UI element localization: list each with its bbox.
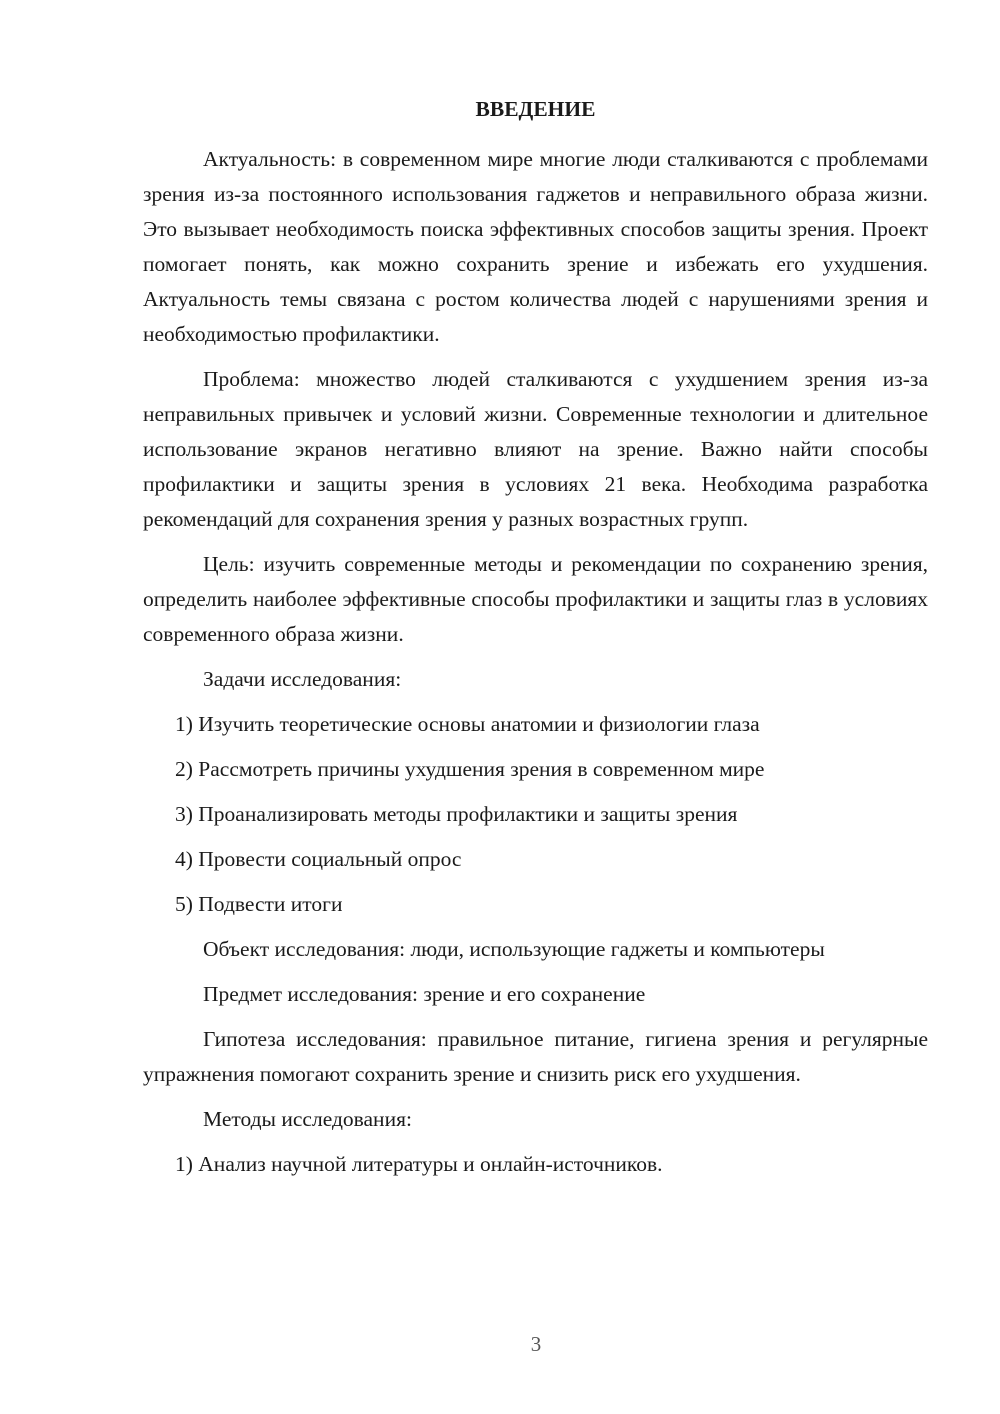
- object-line: Объект исследования: люди, использующие гаджеты и компьютеры: [203, 937, 825, 961]
- goal-paragraph: Цель: изучить современные методы и рекомендации по сохранению зрения, определить наиболее эффективные способы профилактики и защиты глаз в условиях современного образа жизни.: [143, 552, 928, 646]
- methods-heading: Методы исследования:: [203, 1107, 412, 1131]
- subject-line: Предмет исследования: зрение и его сохранение: [203, 982, 646, 1006]
- problem-paragraph: Проблема: множество людей сталкиваются с ухудшением зрения из-за неправильных привычек и условий жизни. Современные технологии и длительное использование экранов негативно влияют на зрение. Важно найти способы профилактики и защиты зрения в условиях 21 века. Необходима разработка рекомендаций для сохранения зрения у разных возрастных групп.: [143, 367, 928, 531]
- task-item: 4) Провести социальный опрос: [175, 847, 462, 871]
- task-item: 2) Рассмотреть причины ухудшения зрения в современном мире: [175, 757, 765, 781]
- document-page: [143, 92, 928, 1192]
- page-number: 3: [530, 1332, 542, 1356]
- relevance-paragraph: Актуальность: в современном мире многие люди сталкиваются с проблемами зрения из-за постоянного использования гаджетов и неправильного образа жизни. Это вызывает необходимость поиска эффективных способов защиты зрения. Проект помогает понять, как можно сохранить зрение и избежать его ухудшения. Актуальность темы связана с ростом количества людей с нарушениями зрения и необходимостью профилактики.: [143, 147, 928, 346]
- hypothesis-paragraph: Гипотеза исследования: правильное питание, гигиена зрения и регулярные упражнения помогают сохранить зрение и снизить риск его ухудшения.: [143, 1027, 928, 1086]
- task-item: 1) Изучить теоретические основы анатомии и физиологии глаза: [175, 712, 760, 736]
- task-item: 3) Проанализировать методы профилактики и защиты зрения: [175, 802, 738, 826]
- task-item: 5) Подвести итоги: [175, 892, 343, 916]
- method-item: 1) Анализ научной литературы и онлайн-источников.: [175, 1152, 663, 1176]
- tasks-heading: Задачи исследования:: [203, 667, 402, 691]
- page-title: ВВЕДЕНИЕ: [475, 97, 596, 121]
